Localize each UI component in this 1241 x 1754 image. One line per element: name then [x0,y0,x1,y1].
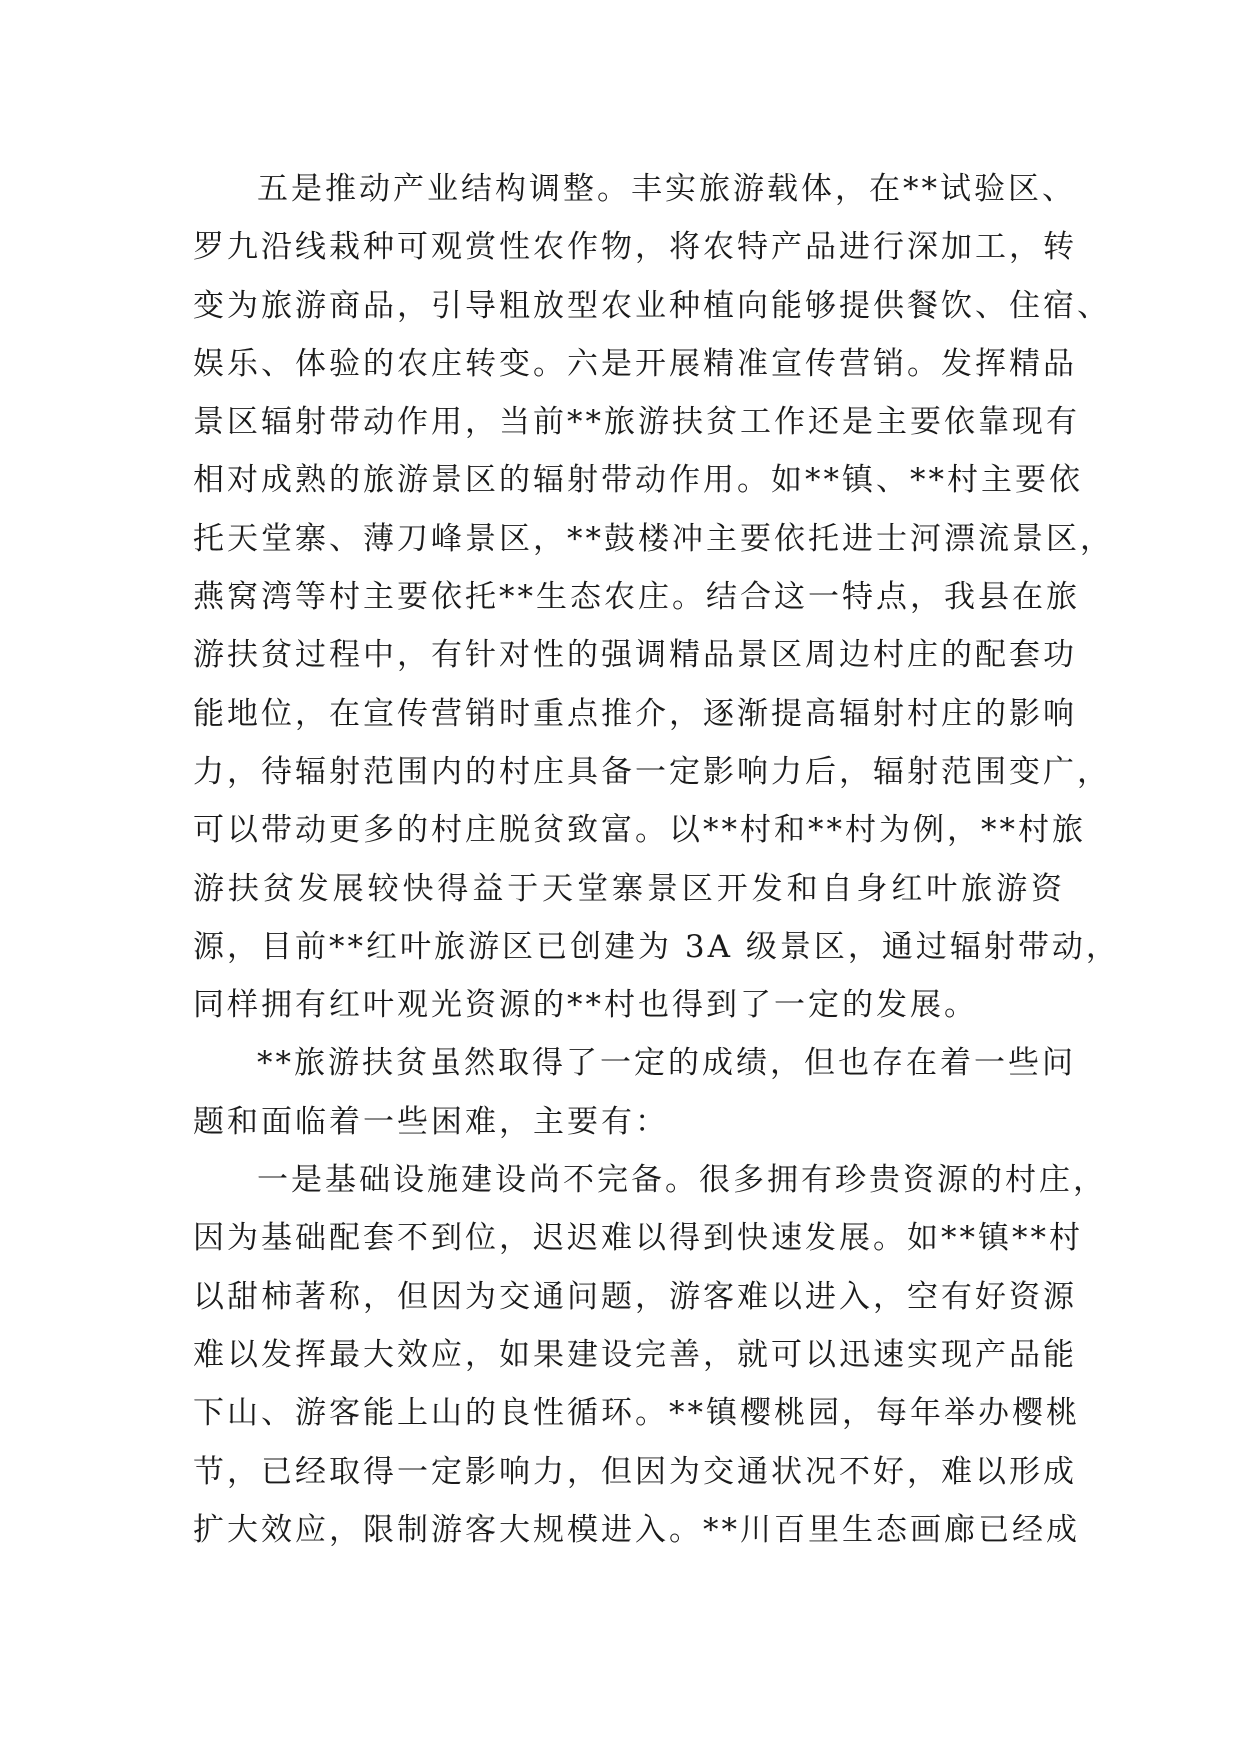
text-line: 下山、游客能上山的良性循环。**镇樱桃园，每年举办樱桃 [193,1395,1080,1432]
text-line: 以甜柿著称，但因为交通问题，游客难以进入，空有好资源 [193,1278,1077,1315]
text-line: 题和面临着一些困难，主要有： [193,1103,669,1140]
text-line: 因为基础配套不到位，迟迟难以得到快速发展。如**镇**村 [193,1220,1083,1257]
text-line: 力，待辐射范围内的村庄具备一定影响力后，辐射范围变广， [193,753,1111,790]
text-line: 游扶贫过程中，有针对性的强调精品景区周边村庄的配套功 [193,637,1077,674]
text-line: 源，目前**红叶旅游区已创建为 3A 级景区，通过辐射带动， [193,928,1120,965]
text-line: 景区辐射带动作用，当前**旅游扶贫工作还是主要依靠现有 [193,404,1080,441]
text-line: 托天堂寨、薄刀峰景区，**鼓楼冲主要依托进士河漂流景区， [193,520,1114,557]
text-line: 能地位，在宣传营销时重点推介，逐渐提高辐射村庄的影响 [193,695,1077,732]
text-line: 难以发挥最大效应，如果建设完善，就可以迅速实现产品能 [193,1336,1077,1373]
text-line: 游扶贫发展较快得益于天堂寨景区开发和自身红叶旅游资 [193,870,1065,907]
paragraph [193,1034,1076,1151]
text-line: 可以带动更多的村庄脱贫致富。以**村和**村为例，**村旅 [193,812,1086,849]
text-line: **旅游扶贫虽然取得了一定的成绩，但也存在着一些问 [257,1045,1076,1082]
text-line: 同样拥有红叶观光资源的**村也得到了一定的发展。 [193,987,978,1024]
paragraph [193,1151,1107,1559]
text-line: 娱乐、体验的农庄转变。六是开展精准宣传营销。发挥精品 [193,345,1077,382]
text-line: 燕窝湾等村主要依托**生态农庄。结合这一特点，我县在旅 [193,579,1080,616]
text-line: 一是基础设施建设尚不完备。很多拥有珍贵资源的村庄， [257,1162,1107,1199]
document-body [193,160,1120,1559]
paragraph [193,160,1120,1034]
text-line: 五是推动产业结构调整。丰实旅游载体，在**试验区、 [257,171,1076,207]
text-line: 罗九沿线栽种可观赏性农作物，将农特产品进行深加工，转 [193,229,1077,266]
text-line: 节，已经取得一定影响力，但因为交通状况不好，难以形成 [193,1453,1077,1490]
text-line: 相对成熟的旅游景区的辐射带动作用。如**镇、**村主要依 [193,462,1083,499]
text-line: 扩大效应，限制游客大规模进入。**川百里生态画廊已经成 [193,1511,1080,1548]
text-line: 变为旅游商品，引导粗放型农业种植向能够提供餐饮、住宿、 [193,287,1111,324]
